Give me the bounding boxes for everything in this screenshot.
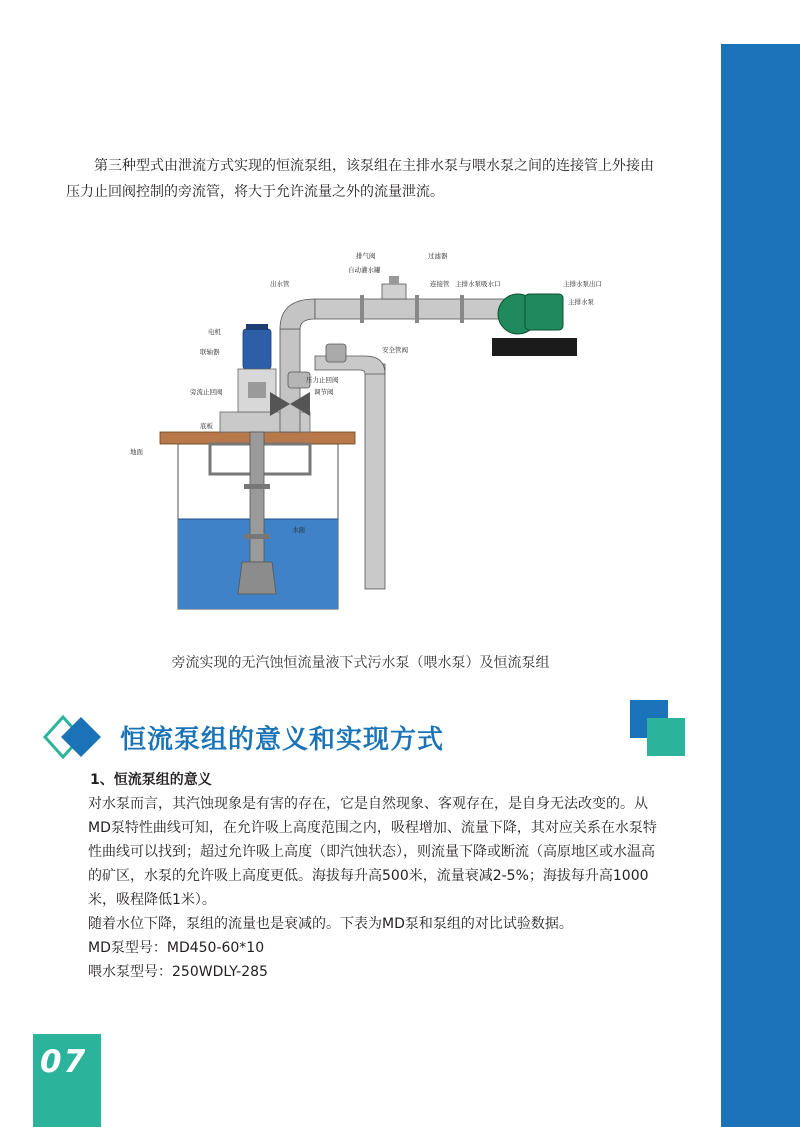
diagram-caption: 旁流实现的无汽蚀恒流量液下式污水泵（喂水泵）及恒流泵组: [171, 655, 550, 671]
label-bypass-check-valve: 旁流止回阀: [190, 388, 223, 396]
label-connecting-pipe: 连接管: [430, 280, 450, 288]
label-water-level: 水面: [292, 526, 305, 534]
sub-heading: 1、恒流泵组的意义: [90, 772, 212, 788]
right-side-color-bar: [721, 44, 800, 1127]
label-main-pump-inlet: 主排水泵吸水口: [455, 280, 501, 288]
bypass-elbow: [315, 356, 385, 374]
label-floor: 地面: [130, 448, 143, 456]
body-paragraph: 对水泵而言，其汽蚀现象是有害的存在，它是自然现象、客观存在，是自身无法改变的。从MD泵特性曲线可知，在允许吸上高度范围之内，吸程增加、流量下降，其对应关系在水泵特性曲线可以找到；超过允许吸上高度（即汽蚀状态），则流量下降或断流（高原地区或水温高的矿区，水泵的允许吸上高度更低。海拔每升高500米，流量衰减2-5%；海拔每升高1000米，吸程降低1米）。: [88, 796, 657, 908]
main-pump-casing: [525, 294, 563, 330]
label-regulating-valve: 调节阀: [314, 388, 334, 396]
intro-paragraph: 第三种型式由泄流方式实现的恒流泵组，该泵组在主排水泵与喂水泵之间的连接管上外接由压力止回阀控制的旁流管，将大于允许流量之外的流量泄流。: [66, 158, 654, 200]
pipe-flange: [415, 295, 419, 323]
label-main-pump-outlet: 主排水泵出口: [563, 280, 602, 288]
label-safety-valve: 安全管阀: [382, 346, 408, 354]
label-exhaust-valve: 排气阀: [356, 252, 376, 260]
main-pump-base: [492, 338, 577, 356]
bypass-pipe: [365, 364, 385, 589]
pump-system-diagram: [130, 244, 630, 614]
diamond-icon: [43, 714, 103, 760]
auto-water-tank: [382, 284, 406, 299]
exhaust-valve: [389, 276, 399, 284]
intro-text: [66, 153, 666, 205]
label-base-plate: 底板: [200, 422, 213, 430]
page-number: 07: [40, 1044, 88, 1080]
pump-column: [250, 432, 264, 562]
pressure-check-valve: [326, 344, 346, 362]
body-paragraph: 喂水泵型号：250WDLY-285: [88, 964, 268, 980]
main-horizontal-pipe: [315, 299, 505, 319]
decor-square-teal: [647, 718, 685, 756]
label-motor: 电机: [208, 328, 221, 336]
pipe-flange: [460, 295, 464, 323]
label-main-pump: 主排水泵: [568, 298, 594, 306]
label-coupling: 联轴器: [200, 348, 220, 356]
label-pressure-check-valve: 压力止回阀: [306, 376, 339, 384]
pipe-flange: [360, 295, 364, 323]
label-filter: 过滤器: [428, 252, 448, 260]
riser-elbow: [280, 299, 315, 329]
body-paragraph: MD泵型号：MD450-60*10: [88, 940, 265, 956]
coupling-window: [248, 382, 266, 398]
motor: [243, 329, 271, 369]
column-flange: [244, 534, 270, 539]
label-auto-water-tank: 自动灌水罐: [348, 266, 381, 274]
section-title: 恒流泵组的意义和实现方式: [120, 725, 445, 755]
column-flange: [244, 484, 270, 489]
label-outlet-pipe: 出水管: [270, 280, 290, 288]
body-paragraph: 随着水位下降，泵组的流量也是衰减的。下表为MD泵和泵组的对比试验数据。: [88, 916, 573, 932]
motor-fan-cover: [246, 324, 268, 330]
pump-inlet-bell: [238, 562, 276, 594]
body-text: [88, 768, 658, 984]
